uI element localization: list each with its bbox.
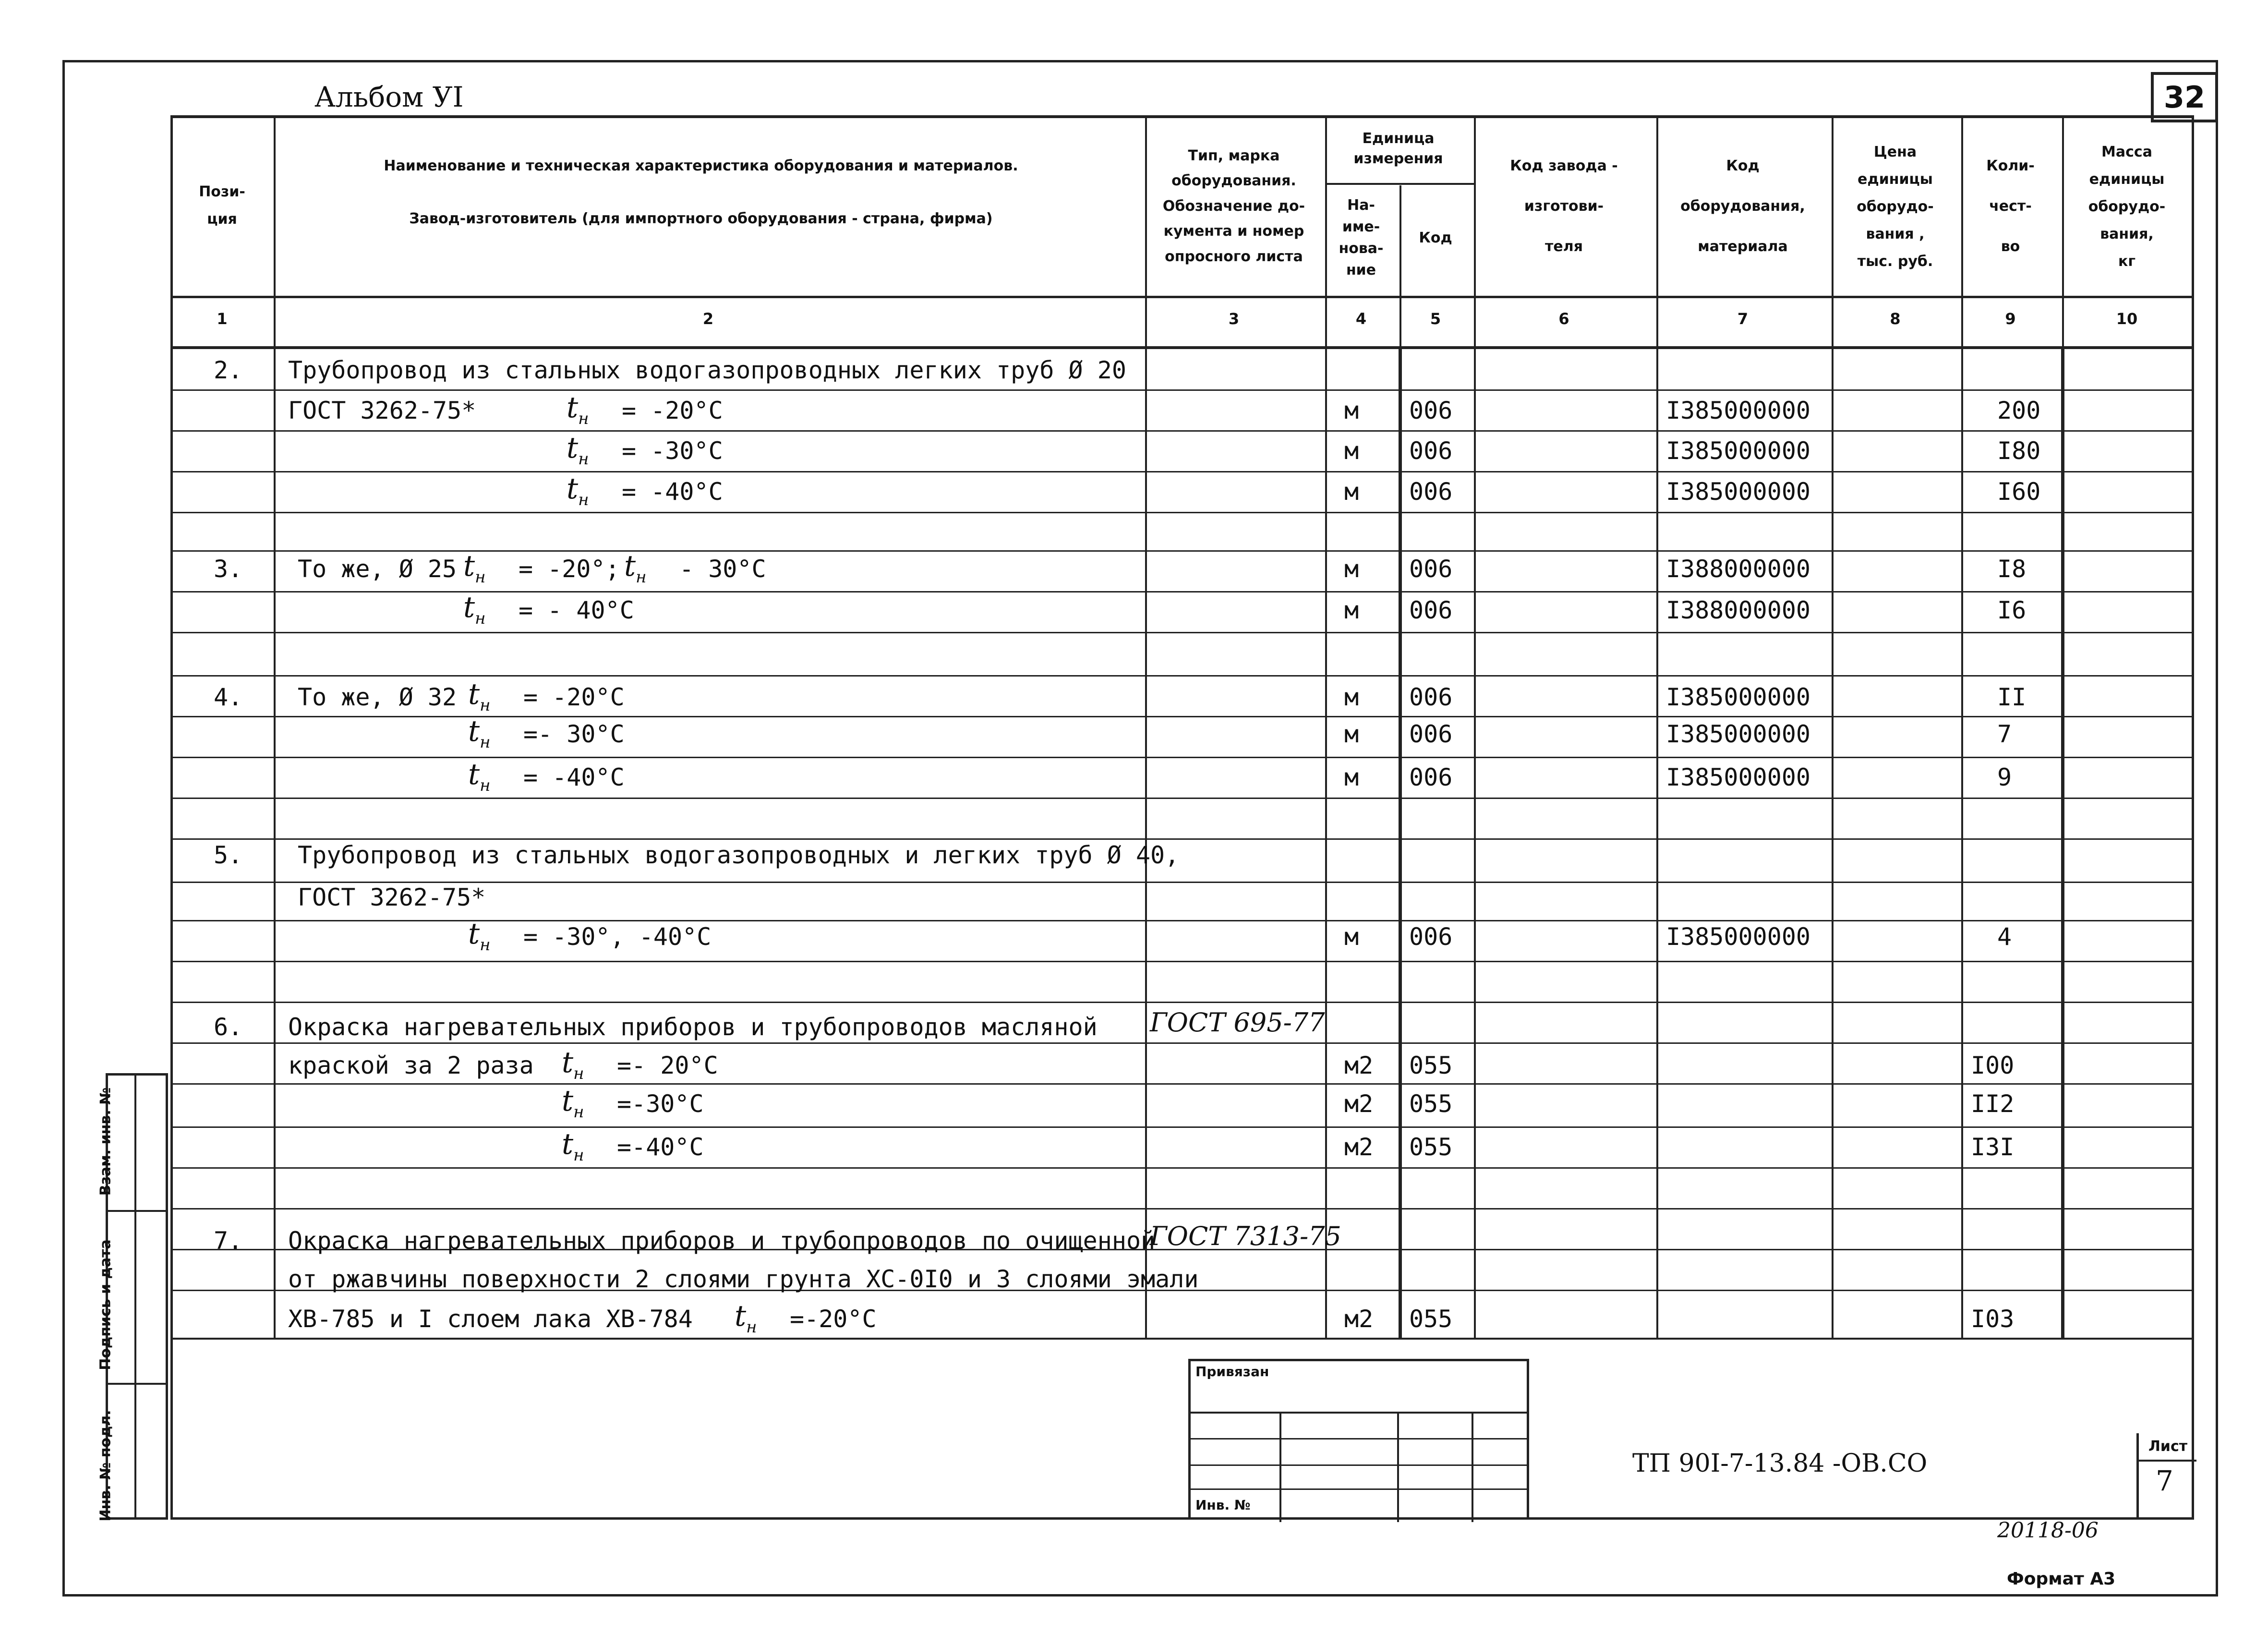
row-unit-name: м bbox=[1344, 720, 1359, 748]
temperature-symbol: $t_н$ bbox=[562, 1127, 584, 1165]
row-quantity: I8 bbox=[1997, 555, 2027, 583]
row-temperature: = -40°С bbox=[622, 478, 723, 506]
row-quantity: I03 bbox=[1971, 1305, 2015, 1333]
list-label: Лист bbox=[2148, 1438, 2188, 1455]
row-description: ХВ-785 и I слоем лака ХВ-784 bbox=[288, 1305, 693, 1333]
row-position: 7. bbox=[214, 1227, 243, 1255]
row-position: 5. bbox=[214, 841, 243, 869]
row-unit-name: м bbox=[1344, 596, 1359, 624]
row-unit-code: 006 bbox=[1409, 720, 1453, 748]
row-temperature: = -20°С bbox=[523, 683, 625, 711]
row-unit-code: 055 bbox=[1409, 1133, 1453, 1161]
temperature-symbol: $t_н$ bbox=[567, 431, 589, 469]
row-unit-code: 006 bbox=[1409, 683, 1453, 711]
temperature-symbol: $t_н$ bbox=[463, 549, 486, 587]
row-description: ГОСТ 3262-75* bbox=[288, 397, 476, 424]
row-unit-code: 006 bbox=[1409, 437, 1453, 465]
row-description: То же, Ø 25 bbox=[298, 555, 457, 583]
row-temperature: =- 30°С bbox=[523, 720, 625, 748]
temperature-symbol: $t_н$ bbox=[567, 472, 589, 509]
row-material-code: I385000000 bbox=[1666, 397, 1811, 424]
row-unit-code: 006 bbox=[1409, 763, 1453, 791]
row-temperature: = -40°С bbox=[523, 763, 625, 791]
row-quantity: 9 bbox=[1997, 763, 2012, 791]
col-number-4: 4 bbox=[1355, 310, 1367, 328]
row-unit-code: 006 bbox=[1409, 555, 1453, 583]
header-name-line1: Наименование и техническая характеристика оборудования и материалов. bbox=[384, 157, 1018, 174]
row-unit-name: м bbox=[1344, 923, 1359, 951]
row-unit-code: 006 bbox=[1409, 596, 1453, 624]
document-code: ТП 90I-7-13.84 -ОВ.СО bbox=[1632, 1449, 1928, 1478]
row-quantity: 200 bbox=[1997, 397, 2041, 424]
col-number-6: 6 bbox=[1558, 310, 1569, 328]
row-type-doc: ГОСТ 695-77 bbox=[1150, 1007, 1325, 1038]
row-unit-name: м bbox=[1344, 555, 1359, 583]
row-position: 6. bbox=[214, 1013, 243, 1041]
row-material-code: I388000000 bbox=[1666, 555, 1811, 583]
row-unit-code: 006 bbox=[1409, 397, 1453, 424]
row-description: То же, Ø 32 bbox=[298, 683, 457, 711]
row-unit-name: м2 bbox=[1344, 1305, 1374, 1333]
row-unit-code: 055 bbox=[1409, 1052, 1453, 1079]
header-name-line2: Завод-изготовитель (для импортного оборудования - страна, фирма) bbox=[409, 210, 993, 227]
row-unit-code: 055 bbox=[1409, 1090, 1453, 1118]
col-number-1: 1 bbox=[217, 310, 228, 328]
col-number-3: 3 bbox=[1228, 310, 1240, 328]
row-type-doc: ГОСТ 7313-75 bbox=[1150, 1221, 1341, 1251]
stamp-inv-label: Инв. № bbox=[1195, 1497, 1251, 1513]
side-label-inventory: Инв. № подл. bbox=[97, 1410, 114, 1522]
temperature-symbol: $t_н$ bbox=[468, 677, 491, 715]
row-description: Окраска нагревательных приборов и трубопроводов масляной bbox=[288, 1013, 1098, 1041]
format-label: Формат А3 bbox=[2007, 1569, 2116, 1589]
row-material-code: I385000000 bbox=[1666, 763, 1811, 791]
temperature-symbol: $t_н$ bbox=[567, 391, 589, 428]
row-description: Окраска нагревательных приборов и трубопроводов по очищенной bbox=[288, 1227, 1156, 1255]
header-material-code: Код оборудования, материала bbox=[1680, 157, 1805, 255]
row-unit-name: м bbox=[1344, 763, 1359, 791]
row-material-code: I385000000 bbox=[1666, 923, 1811, 951]
col-number-7: 7 bbox=[1737, 310, 1749, 328]
row-material-code: I385000000 bbox=[1666, 683, 1811, 711]
row-quantity: I3I bbox=[1971, 1133, 2015, 1161]
row-unit-code: 006 bbox=[1409, 478, 1453, 506]
col-number-10: 10 bbox=[2116, 310, 2138, 328]
row-temperature: =-20°С bbox=[790, 1305, 877, 1333]
row-position: 3. bbox=[214, 555, 243, 583]
row-unit-code: 055 bbox=[1409, 1305, 1453, 1333]
row-description: Трубопровод из стальных водогазопроводных легких труб Ø 20 bbox=[288, 356, 1126, 384]
row-description: от ржавчины поверхности 2 слоями грунта ХС-0I0 и 3 слоями эмали bbox=[288, 1265, 1199, 1293]
row-unit-name: м bbox=[1344, 683, 1359, 711]
side-approval-strip bbox=[106, 1073, 168, 1520]
row-description: Трубопровод из стальных водогазопроводных и легких труб Ø 40, bbox=[298, 841, 1180, 869]
row-temperature: =-40°С bbox=[617, 1133, 704, 1161]
row-temperature: = -30°С bbox=[622, 437, 723, 465]
row-temperature: = - 40°С bbox=[519, 596, 634, 624]
row-temperature: =- 20°С bbox=[617, 1052, 718, 1079]
list-number: 7 bbox=[2156, 1464, 2173, 1497]
col-number-9: 9 bbox=[2005, 310, 2016, 328]
col-number-8: 8 bbox=[1890, 310, 1901, 328]
row-unit-name: м bbox=[1344, 437, 1359, 465]
temperature-symbol: $t_н$ bbox=[735, 1299, 757, 1337]
row-temperature: = -20°С bbox=[622, 397, 723, 424]
header-unit-group: Единица измерения bbox=[1353, 130, 1443, 167]
row-unit-name: м2 bbox=[1344, 1090, 1374, 1118]
header-unit-code: Код bbox=[1419, 229, 1452, 246]
row-quantity: 7 bbox=[1997, 720, 2012, 748]
row-unit-name: м bbox=[1344, 478, 1359, 506]
row-quantity: 4 bbox=[1997, 923, 2012, 951]
temperature-symbol: $t_н$ bbox=[468, 917, 491, 955]
row-description: ГОСТ 3262-75* bbox=[298, 883, 486, 911]
row-quantity: II bbox=[1997, 683, 2027, 711]
row-quantity: I60 bbox=[1997, 478, 2041, 506]
temperature-symbol: $t_н$ bbox=[562, 1084, 584, 1122]
stamp-bound-label: Привязан bbox=[1195, 1364, 1269, 1379]
row-material-code: I385000000 bbox=[1666, 437, 1811, 465]
binding-stamp bbox=[1188, 1359, 1529, 1520]
sheet-number: 32 bbox=[2151, 72, 2218, 122]
col-number-5: 5 bbox=[1430, 310, 1441, 328]
header-unit-name: На- име- нова- ние bbox=[1339, 197, 1384, 278]
row-unit-name: м2 bbox=[1344, 1133, 1374, 1161]
row-quantity: I6 bbox=[1997, 596, 2027, 624]
row-temperature: = -20°; bbox=[519, 555, 620, 583]
row-quantity: I80 bbox=[1997, 437, 2041, 465]
row-unit-name: м bbox=[1344, 397, 1359, 424]
temperature-symbol: $t_н$ bbox=[562, 1046, 584, 1083]
row-material-code: I385000000 bbox=[1666, 478, 1811, 506]
side-label-replacement: Взам. инв. № bbox=[97, 1087, 114, 1196]
row-temperature-2: - 30°С bbox=[679, 555, 766, 583]
row-unit-name: м2 bbox=[1344, 1052, 1374, 1079]
side-label-signature: Подпись и дата bbox=[97, 1239, 114, 1370]
temperature-symbol: $t_н$ bbox=[468, 714, 491, 752]
col-number-2: 2 bbox=[702, 310, 714, 328]
album-label: Альбом УI bbox=[314, 81, 464, 113]
temperature-symbol: $t_н$ bbox=[468, 758, 491, 795]
header-mass: Масса единицы оборудо- вания, кг bbox=[2088, 143, 2166, 270]
header-factory-code: Код завода - изготови- теля bbox=[1510, 157, 1618, 255]
row-material-code: I388000000 bbox=[1666, 596, 1811, 624]
temperature-symbol: $t_н$ bbox=[463, 591, 486, 628]
row-position: 2. bbox=[214, 356, 243, 384]
row-material-code: I385000000 bbox=[1666, 720, 1811, 748]
header-type: Тип, марка оборудования. Обозначение до- кумента и номер опросного листа bbox=[1162, 147, 1305, 265]
header-position: Пози- ция bbox=[199, 183, 245, 228]
header-quantity: Коли- чест- во bbox=[1986, 157, 2035, 255]
header-price: Цена единицы оборудо- вания , тыс. руб. bbox=[1857, 143, 1934, 270]
row-description: краской за 2 раза bbox=[288, 1052, 534, 1079]
row-quantity: II2 bbox=[1971, 1090, 2015, 1118]
archive-number: 20118-06 bbox=[1997, 1518, 2099, 1543]
row-temperature: = -30°, -40°С bbox=[523, 923, 712, 951]
temperature-symbol: $t_н$ bbox=[624, 549, 647, 587]
row-position: 4. bbox=[214, 683, 243, 711]
row-temperature: =-30°С bbox=[617, 1090, 704, 1118]
row-unit-code: 006 bbox=[1409, 923, 1453, 951]
row-quantity: I00 bbox=[1971, 1052, 2015, 1079]
